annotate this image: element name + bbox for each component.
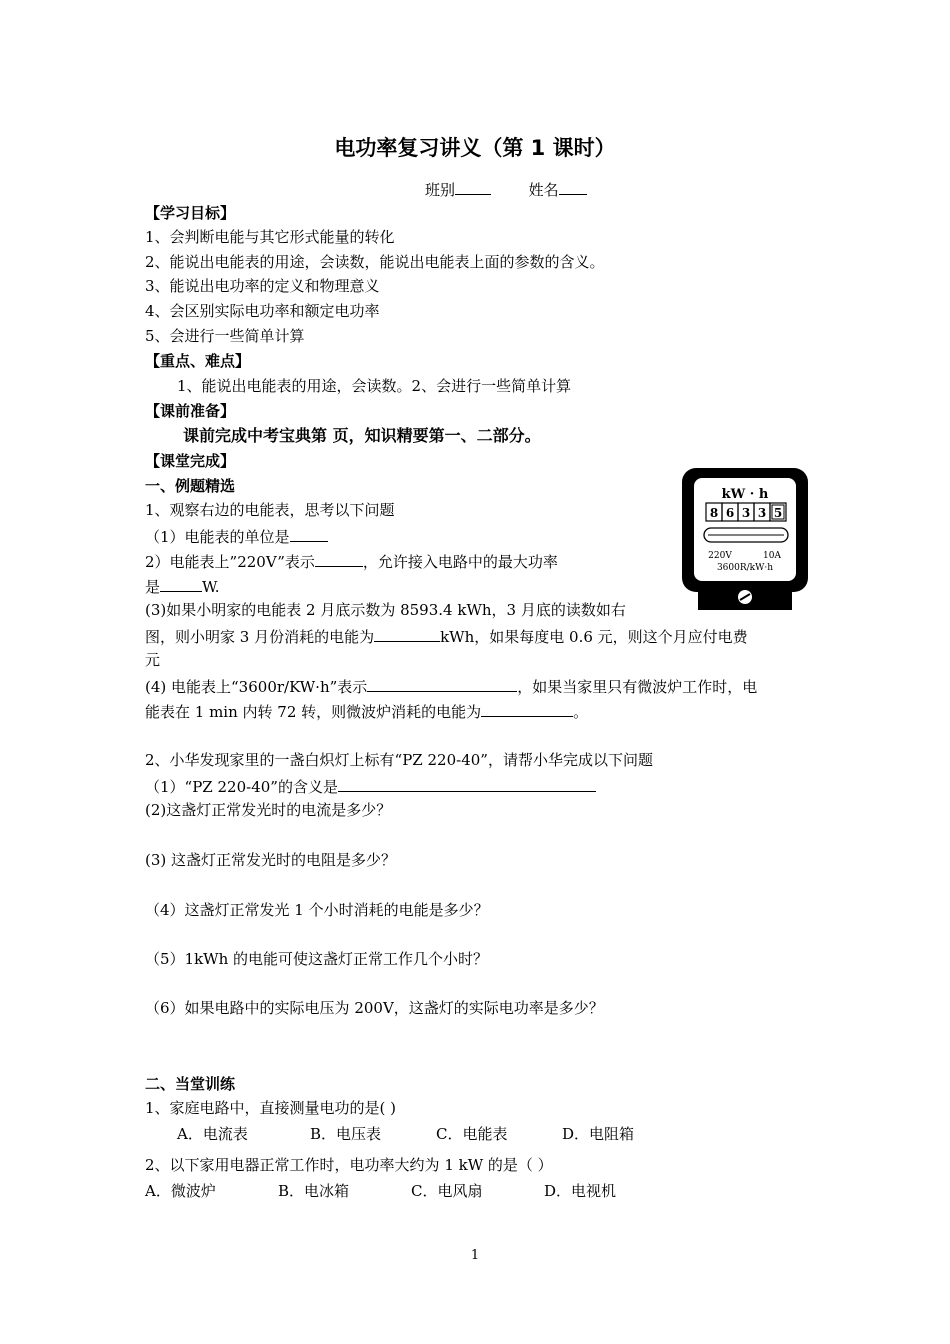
option-c[interactable]: C．电能表 [436, 1125, 508, 1143]
meter-unit: kW · h [721, 487, 769, 502]
class-name-line [425, 178, 587, 200]
q2-part1-text: （1）“PZ 220-40”的含义是 [145, 778, 338, 796]
q2-part3: (3) 这盏灯正常发光时的电阻是多少？ [145, 851, 397, 869]
q2-meaning-blank[interactable] [338, 775, 596, 792]
q1-meaning-blank[interactable] [367, 675, 517, 692]
training-q1-options [177, 1124, 634, 1144]
q1-part2-cont [145, 575, 220, 597]
q1-part2-unit: W. [202, 578, 220, 596]
q1-part1-text: （1）电能表的单位是 [145, 528, 290, 546]
option-b[interactable]: B．电冰箱 [278, 1182, 350, 1200]
training-q2-options [145, 1181, 616, 1201]
q1-microwave-blank[interactable] [481, 700, 573, 717]
q2-part1 [145, 775, 596, 797]
prep-header: 【课前准备】 [145, 402, 236, 420]
page-number: 1 [470, 1248, 480, 1263]
option-a[interactable]: A．微波炉 [145, 1182, 216, 1200]
q1-part4-text: (4) 电能表上“3600r/KW·h”表示 [145, 678, 368, 696]
q2-intro: 2、小华发现家里的一盏白炽灯上标有“PZ 220-40”，请帮小华完成以下问题 [145, 751, 653, 769]
class-label: 班别 [425, 181, 456, 199]
key-text: 1、能说出电能表的用途，会读数。2、会进行一些简单计算 [177, 377, 572, 395]
meter-digit: 5 [773, 506, 783, 520]
q1-part2-text-c: 是 [145, 578, 161, 596]
q1-part3: (3)如果小明家的电能表 2 月底示数为 8593.4 kWh，3 月底的读数如右 [145, 601, 626, 619]
goal-item: 1、会判断电能与其它形式能量的转化 [145, 228, 395, 246]
q1-part1 [145, 525, 328, 547]
option-a[interactable]: A．电流表 [177, 1125, 248, 1143]
q1-part3-end: 元 [145, 651, 161, 669]
q1-part3-text-b: kWh，如果每度电 0.6 元，则这个月应付电费 [440, 628, 748, 646]
q1-part3-cont [145, 625, 748, 647]
option-c[interactable]: C．电风扇 [411, 1182, 483, 1200]
q1-part1-blank[interactable] [290, 525, 328, 542]
goal-item: 2、能说出电能表的用途，会读数，能说出电能表上面的参数的含义。 [145, 253, 605, 271]
q1-part4-text-c: 能表在 1 min 内转 72 转，则微波炉消耗的电能为 [145, 703, 482, 721]
option-b[interactable]: B．电压表 [310, 1125, 382, 1143]
q2-part2: (2)这盏灯正常发光时的电流是多少？ [145, 801, 392, 819]
goal-item: 3、能说出电功率的定义和物理意义 [145, 277, 380, 295]
training-q2: 2、以下家用电器正常工作时，电功率大约为 1 kW 的是（ ） [145, 1156, 553, 1174]
class-header: 【课堂完成】 [145, 452, 236, 470]
option-d[interactable]: D．电阻箱 [562, 1125, 635, 1143]
key-header: 【重点、难点】 [145, 352, 251, 370]
meter-rate: 3600R/kW·h [716, 563, 774, 573]
q1-intro: 1、观察右边的电能表，思考以下问题 [145, 501, 395, 519]
q1-energy-blank[interactable] [374, 625, 440, 642]
meter-digit: 6 [725, 506, 735, 520]
q2-part4: （4）这盏灯正常发光 1 个小时消耗的电能是多少？ [145, 901, 489, 919]
q2-part5: （5）1kWh 的电能可使这盏灯正常工作几个小时？ [145, 950, 489, 968]
q1-part2-text: 2）电能表上”220V”表示 [145, 553, 315, 571]
q1-power-blank[interactable] [160, 575, 202, 592]
q1-part3-text: 图，则小明家 3 月份消耗的电能为 [145, 628, 375, 646]
prep-text: 课前完成中考宝典第 页，知识精要第一、二部分。 [183, 426, 541, 445]
name-blank[interactable] [559, 178, 587, 195]
option-d[interactable]: D．电视机 [544, 1182, 617, 1200]
training-q1: 1、家庭电路中，直接测量电功的是( ) [145, 1099, 397, 1117]
meter-voltage: 220V [708, 551, 732, 561]
q1-part2-text-b: ，允许接入电路中的最大功率 [362, 553, 558, 571]
meter-digit: 3 [757, 506, 767, 520]
meter-current: 10A [763, 551, 781, 561]
q1-part4-end: 。 [573, 703, 589, 721]
name-label: 姓名 [528, 181, 559, 199]
q1-part4-text-b: ，如果当家里只有微波炉工作时，电 [517, 678, 758, 696]
q1-part2-blank[interactable] [315, 550, 363, 567]
training-header: 二、当堂训练 [145, 1075, 236, 1093]
page-title: 电功率复习讲义（第 1 课时） [334, 136, 616, 160]
q1-part2 [145, 550, 558, 572]
meter-digit: 8 [709, 506, 719, 520]
electric-meter-image [680, 466, 810, 612]
goal-item: 4、会区别实际电功率和额定电功率 [145, 302, 380, 320]
goals-header: 【学习目标】 [145, 204, 236, 222]
q1-part4 [145, 675, 757, 697]
q2-part6: （6）如果电路中的实际电压为 200V，这盏灯的实际电功率是多少？ [145, 999, 604, 1017]
examples-header: 一、例题精选 [145, 477, 236, 495]
class-blank[interactable] [455, 178, 491, 195]
q1-part4-cont [145, 700, 588, 722]
meter-digit: 3 [741, 506, 751, 520]
goal-item: 5、会进行一些简单计算 [145, 327, 305, 345]
